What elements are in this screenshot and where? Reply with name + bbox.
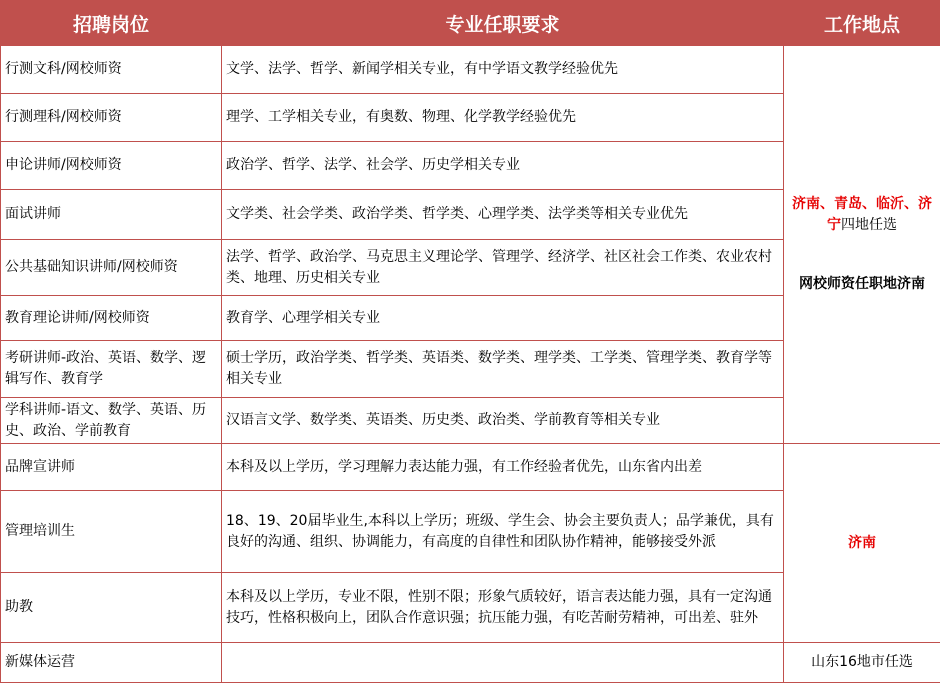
requirement-cell — [222, 643, 784, 683]
location-cell-group1 — [784, 46, 940, 444]
position-cell: 教育理论讲师/网校师资 — [1, 296, 222, 341]
position-cell: 助教 — [1, 573, 222, 643]
position-cell: 品牌宣讲师 — [1, 444, 222, 491]
requirement-cell: 18、19、20届毕业生,本科以上学历；班级、学生会、协会主要负责人；品学兼优，具有良好的沟通、组织、协调能力，有高度的自律性和团队协作精神，能够接受外派 — [222, 491, 784, 573]
location-group1-line — [788, 194, 936, 236]
location-cell-group3: 山东16地市任选 — [784, 643, 940, 683]
requirement-cell: 汉语言文学、数学类、英语类、历史类、政治类、学前教育等相关专业 — [222, 398, 784, 444]
requirement-cell: 法学、哲学、政治学、马克思主义理论学、管理学、经济学、社区社会工作类、农业农村类、地理、历史相关专业 — [222, 240, 784, 296]
requirement-cell: 本科及以上学历，专业不限，性别不限；形象气质较好，语言表达能力强，具有一定沟通技巧，性格积极向上，团队合作意识强；抗压能力强，有吃苦耐劳精神，可出差、驻外 — [222, 573, 784, 643]
requirement-cell: 政治学、哲学、法学、社会学、历史学相关专业 — [222, 142, 784, 190]
position-cell: 学科讲师-语文、数学、英语、历史、政治、学前教育 — [1, 398, 222, 444]
position-cell: 申论讲师/网校师资 — [1, 142, 222, 190]
table-row — [1, 643, 940, 683]
table-row — [1, 46, 940, 94]
position-cell: 管理培训生 — [1, 491, 222, 573]
requirement-cell: 硕士学历，政治学类、哲学类、英语类、数学类、理学类、工学类、管理学类、教育学等相关专业 — [222, 341, 784, 398]
location-group1-note: 网校师资任职地济南 — [799, 276, 925, 292]
position-cell: 行测理科/网校师资 — [1, 94, 222, 142]
table-row — [1, 444, 940, 491]
header-location: 工作地点 — [784, 1, 940, 46]
requirement-cell: 本科及以上学历，学习理解力表达能力强，有工作经验者优先，山东省内出差 — [222, 444, 784, 491]
requirement-cell: 文学类、社会学类、政治学类、哲学类、心理学类、法学类等相关专业优先 — [222, 190, 784, 240]
table-header-row — [1, 1, 940, 46]
position-cell: 考研讲师-政治、英语、数学、逻辑写作、教育学 — [1, 341, 222, 398]
requirement-cell: 教育学、心理学相关专业 — [222, 296, 784, 341]
position-cell: 新媒体运营 — [1, 643, 222, 683]
location-group1-cities: 济南、青岛、临沂、济宁 — [792, 196, 932, 233]
header-requirement: 专业任职要求 — [222, 1, 784, 46]
requirement-cell: 文学、法学、哲学、新闻学相关专业，有中学语文教学经验优先 — [222, 46, 784, 94]
position-cell: 面试讲师 — [1, 190, 222, 240]
position-cell: 行测文科/网校师资 — [1, 46, 222, 94]
requirement-cell: 理学、工学相关专业，有奥数、物理、化学教学经验优先 — [222, 94, 784, 142]
location-group1-suffix: 四地任选 — [841, 217, 897, 233]
position-cell: 公共基础知识讲师/网校师资 — [1, 240, 222, 296]
header-position: 招聘岗位 — [1, 1, 222, 46]
location-cell-group2: 济南 — [784, 444, 940, 643]
